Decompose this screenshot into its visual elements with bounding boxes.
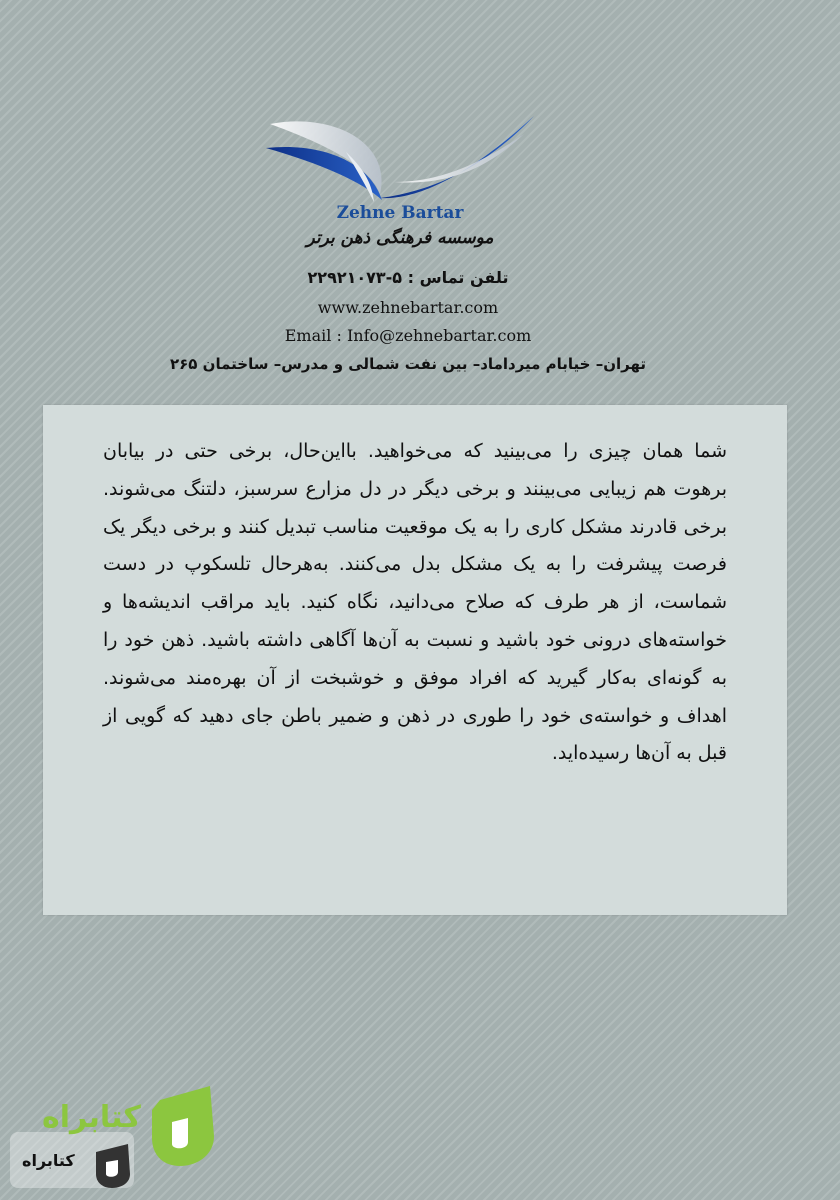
publisher-name-small: کتابراه <box>22 1151 75 1170</box>
publisher-name: کتابراه <box>42 1100 141 1135</box>
email-label: Email : <box>284 326 342 345</box>
contact-address: تهران– خیابام میرداماد– بین نفت شمالی و مدرس– ساختمان ۲۶۵ <box>169 355 647 373</box>
brand-name-latin: Zehne Bartar <box>336 203 464 223</box>
contact-phone: تلفن تماس : ۵-۲۲۹۲۱۰۷۳ <box>307 268 509 287</box>
description-box <box>43 405 787 915</box>
email-value[interactable]: Info@zehnebartar.com <box>346 326 532 345</box>
zehne-bartar-logo-icon <box>262 112 542 212</box>
contact-website[interactable]: www.zehnebartar.com <box>317 298 499 317</box>
publisher-logo-icon <box>10 1082 220 1192</box>
contact-email[interactable] <box>0 326 816 345</box>
description-text: شما همان چیزی را می‌بینید که می‌خواهید. بااین‌حال، برخی حتی در بیابان برهوت هم زیبایی می‌بینند و برخی دیگر در دل مزارع سرسبز، دلتنگ می‌شوند. برخی قادرند مشکل کاری را به یک موقعیت مناسب تبدیل کنند و برخی دیگر یک فرصت پیشرفت را به یک مشکل بدل می‌کنند. به‌هرحال تلسکوپ در دست شماست، از هر طرف که صلاح می‌دانید، نگاه کنید. باید مراقب اندیشه‌ها و خواسته‌های درونی خود باشید و نسبت به آن‌ها آگاهی داشته باشید. ذهن خود را به گونه‌ای به‌کار گیرید که افراد موفق و خوشبخت از آن بهره‌مند می‌شوند. اهداف و خواسته‌ی خود را طوری در ذهن و ضمیر باطن جای دهید که گویی از قبل به آن‌ها رسیده‌اید. <box>103 440 727 765</box>
brand-name-persian: موسسه فرهنگی ذهن برتر <box>306 228 494 248</box>
